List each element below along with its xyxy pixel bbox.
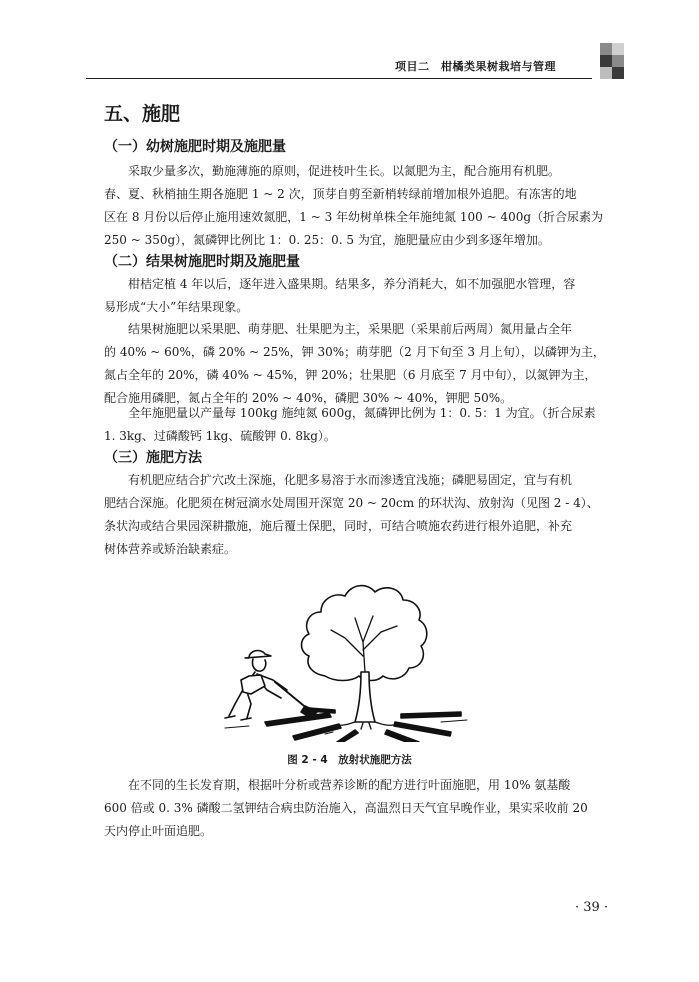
subsection-heading-2: （二）结果树施肥时期及施肥量 — [104, 254, 300, 270]
text-line: 氮占全年的 20%，磷 40% ~ 45%，钾 20%；壮果肥（6 月底至 7 月中旬），以氮钾为主， — [104, 368, 597, 382]
text-line: 柑桔定植 4 年以后，逐年进入盛果期。结果多，养分消耗大，如不加强肥水管理，容 — [128, 277, 576, 291]
paragraph-5 — [104, 469, 624, 561]
paragraph-6 — [104, 774, 624, 843]
paragraph-1 — [104, 160, 624, 252]
text-line: 600 倍或 0. 3% 磷酸二氢钾结合病虫防治施入，高温烈日天气宜早晚作业，果实采收前 20 — [104, 801, 588, 815]
paragraph-3 — [104, 318, 624, 410]
paragraph-2 — [104, 273, 624, 319]
text-line: 配合施用磷肥，氮占全年的 20% ~ 40%，磷肥 30% ~ 40%，钾肥 50%。 — [104, 391, 513, 405]
text-line: 肥结合深施。化肥须在树冠滴水处周围开深宽 20 ~ 20cm 的环状沟、放射沟（见图 2 - 4）、 — [104, 496, 599, 510]
text-line: 1. 3kg、过磷酸钙 1kg、硫酸钾 0. 8kg）。 — [104, 429, 336, 443]
text-line: 250 ~ 350g），氮磷钾比例比 1：0. 25：0. 5 为宜，施肥量应由少到多逐年增加。 — [104, 233, 550, 247]
page-number: · 39 · — [575, 900, 609, 915]
text-line: 条状沟或结合果园深耕撒施，施后覆土保肥，同时，可结合喷施农药进行根外追肥，补充 — [104, 519, 573, 533]
text-line: 区在 8 月份以后停止施用速效氮肥，1 ~ 3 年幼树单株全年施纯氮 100 ~ 400g（折合尿素为 — [104, 210, 604, 224]
text-line: 的 40% ~ 60%，磷 20% ~ 25%，钾 30%；萌芽肥（2 月下旬至 3 月上旬），以磷钾为主， — [104, 345, 605, 359]
paragraph-4 — [104, 402, 624, 448]
text-line: 易形成“大小”年结果现象。 — [104, 300, 249, 314]
section-title: 五、施肥 — [104, 103, 181, 125]
corner-decoration-icon — [600, 43, 626, 79]
text-line: 结果树施肥以采果肥、萌芽肥、壮果肥为主，采果肥（采果前后两周）氮用量占全年 — [128, 322, 573, 336]
text-line: 树体营养或矫治缺素症。 — [104, 542, 237, 556]
text-line: 全年施肥量以产量每 100kg 施纯氮 600g，氮磷钾比例为 1：0. 5：1 为宜。（折合尿素 — [128, 406, 596, 420]
text-line: 在不同的生长发育期，根据叶分析或营养诊断的配方进行叶面施肥，用 10% 氨基酸 — [128, 778, 571, 792]
text-line: 有机肥应结合扩穴改土深施，化肥多易溶于水而渗透宜浅施；磷肥易固定，宜与有机 — [128, 473, 573, 487]
subsection-heading-3: （三）施肥方法 — [104, 450, 202, 466]
text-line: 春、夏、秋梢抽生期各施肥 1 ~ 2 次，顶芽自剪至新梢转绿前增加根外追肥。有冻害的地 — [104, 187, 577, 201]
figure-illustration — [205, 572, 505, 742]
figure-caption: 图 2 - 4 放射状施肥方法 — [287, 754, 412, 766]
header-title: 项目二 柑橘类果树栽培与管理 — [395, 60, 556, 73]
text-line: 天内停止叶面追肥。 — [104, 824, 213, 838]
text-line: 采取少量多次，勤施薄施的原则，促进枝叶生长。以氮肥为主，配合施用有机肥。 — [128, 164, 561, 178]
subsection-heading-1: （一）幼树施肥时期及施肥量 — [104, 139, 286, 155]
header-rule — [86, 78, 592, 79]
tree-with-radial-trenches-icon — [205, 572, 505, 742]
